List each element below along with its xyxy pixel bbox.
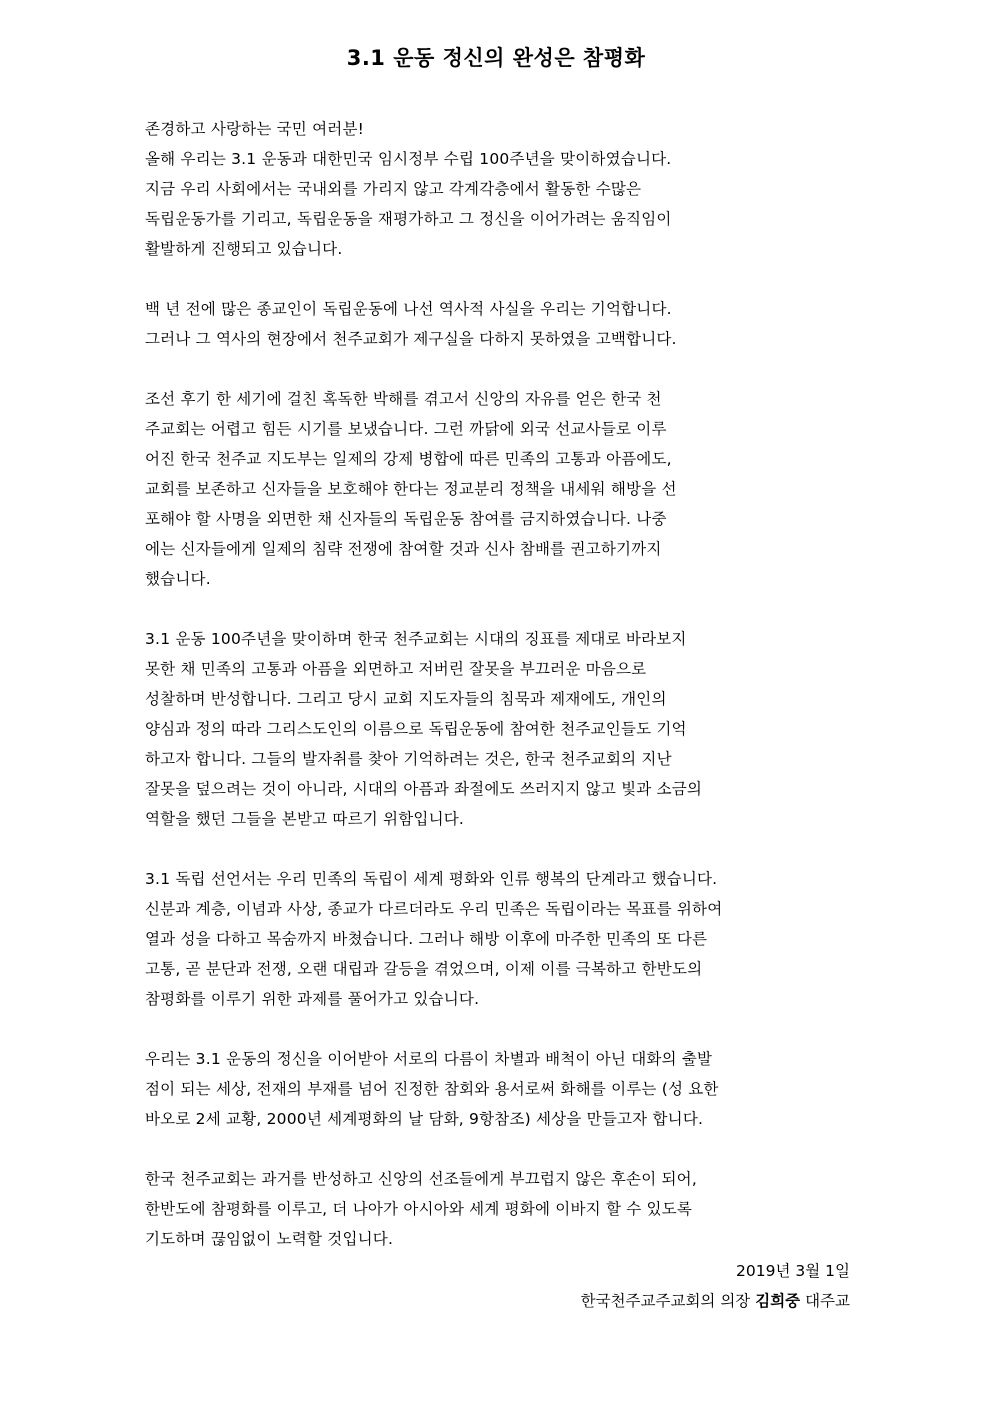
text-line: 고통, 곧 분단과 전쟁, 오랜 대립과 갈등을 겪었으며, 이제 이를 극복하고 한반도의 (145, 960, 703, 978)
text-line: 에는 신자들에게 일제의 침략 전쟁에 참여할 것과 신사 참배를 권고하기까지 (145, 540, 662, 558)
paragraph (145, 384, 825, 594)
paragraph (145, 114, 825, 264)
text-line: 잘못을 덮으려는 것이 아니라, 시대의 아픔과 좌절에도 쓰러지지 않고 빛과 소금의 (145, 780, 703, 798)
text-line: 한국 천주교회는 과거를 반성하고 신앙의 선조들에게 부끄럽지 않은 후손이 되어, (145, 1170, 697, 1188)
text-line: 참평화를 이루기 위한 과제를 풀어가고 있습니다. (145, 990, 480, 1008)
text-line: 독립운동가를 기리고, 독립운동을 재평가하고 그 정신을 이어가려는 움직임이 (145, 210, 672, 228)
text-line: 활발하게 진행되고 있습니다. (145, 240, 343, 258)
text-line: 지금 우리 사회에서는 국내외를 가리지 않고 각계각층에서 활동한 수많은 (145, 180, 642, 198)
text-line: 3.1 독립 선언서는 우리 민족의 독립이 세계 평화와 인류 행복의 단계라고 했습니다. (145, 870, 718, 888)
text-line: 주교회는 어렵고 힘든 시기를 보냈습니다. 그런 까닭에 외국 선교사들로 이루 (145, 420, 667, 438)
signature-name: 김희중 (755, 1292, 801, 1310)
text-line: 성찰하며 반성합니다. 그리고 당시 교회 지도자들의 침묵과 제재에도, 개인의 (145, 690, 667, 708)
text-line: 어진 한국 천주교 지도부는 일제의 강제 병합에 따른 민족의 고통과 아픔에도, (145, 450, 672, 468)
text-line: 존경하고 사랑하는 국민 여러분! (145, 120, 365, 138)
paragraph (145, 1044, 825, 1134)
text-line: 했습니다. (145, 570, 211, 588)
paragraph (145, 624, 825, 834)
document-title: 3.1 운동 정신의 완성은 참평화 (346, 46, 646, 70)
text-line: 역할을 했던 그들을 본받고 따르기 위함입니다. (145, 810, 465, 828)
text-line: 신분과 계층, 이념과 사상, 종교가 다르더라도 우리 민족은 독립이라는 목표를 위하여 (145, 900, 723, 918)
document-body (145, 114, 825, 1284)
closing-signature (250, 1286, 850, 1316)
text-line: 백 년 전에 많은 종교인이 독립운동에 나선 역사적 사실을 우리는 기억합니다. (145, 300, 672, 318)
signature-organization: 한국천주교주교회의 의장 (580, 1292, 751, 1310)
text-line: 기도하며 끊임없이 노력할 것입니다. (145, 1230, 394, 1248)
text-line: 못한 채 민족의 고통과 아픔을 외면하고 저버린 잘못을 부끄러운 마음으로 (145, 660, 647, 678)
text-line: 조선 후기 한 세기에 걸친 혹독한 박해를 겪고서 신앙의 자유를 얻은 한국 천 (145, 390, 662, 408)
text-line: 올해 우리는 3.1 운동과 대한민국 임시정부 수립 100주년을 맞이하였습니다. (145, 150, 672, 168)
text-line: 교회를 보존하고 신자들을 보호해야 한다는 정교분리 정책을 내세워 해방을 선 (145, 480, 677, 498)
text-line: 포해야 할 사명을 외면한 채 신자들의 독립운동 참여를 금지하였습니다. 나중 (145, 510, 667, 528)
text-line: 우리는 3.1 운동의 정신을 이어받아 서로의 다름이 차별과 배척이 아닌 대화의 출발 (145, 1050, 713, 1068)
closing-date: 2019년 3월 1일 (736, 1262, 850, 1280)
text-line: 그러나 그 역사의 현장에서 천주교회가 제구실을 다하지 못하였을 고백합니다. (145, 330, 677, 348)
text-line: 점이 되는 세상, 전재의 부재를 넘어 진정한 참회와 용서로써 화해를 이루는 (성 요한 (145, 1080, 719, 1098)
text-line: 3.1 운동 100주년을 맞이하며 한국 천주교회는 시대의 징표를 제대로 바라보지 (145, 630, 687, 648)
text-line: 열과 성을 다하고 목숨까지 바쳤습니다. 그러나 해방 이후에 마주한 민족의 또 다른 (145, 930, 708, 948)
signature-title: 대주교 (805, 1292, 850, 1310)
paragraph (145, 864, 825, 1014)
paragraph (145, 1164, 825, 1254)
text-line: 양심과 정의 따라 그리스도인의 이름으로 독립운동에 참여한 천주교인들도 기억 (145, 720, 687, 738)
text-line: 하고자 합니다. 그들의 발자취를 찾아 기억하려는 것은, 한국 천주교회의 지난 (145, 750, 672, 768)
text-line: 한반도에 참평화를 이루고, 더 나아가 아시아와 세계 평화에 이바지 할 수 있도록 (145, 1200, 693, 1218)
paragraph (145, 294, 825, 354)
text-line: 바오로 2세 교황, 2000년 세계평화의 날 담화, 9항참조) 세상을 만들고자 합니다. (145, 1110, 704, 1128)
